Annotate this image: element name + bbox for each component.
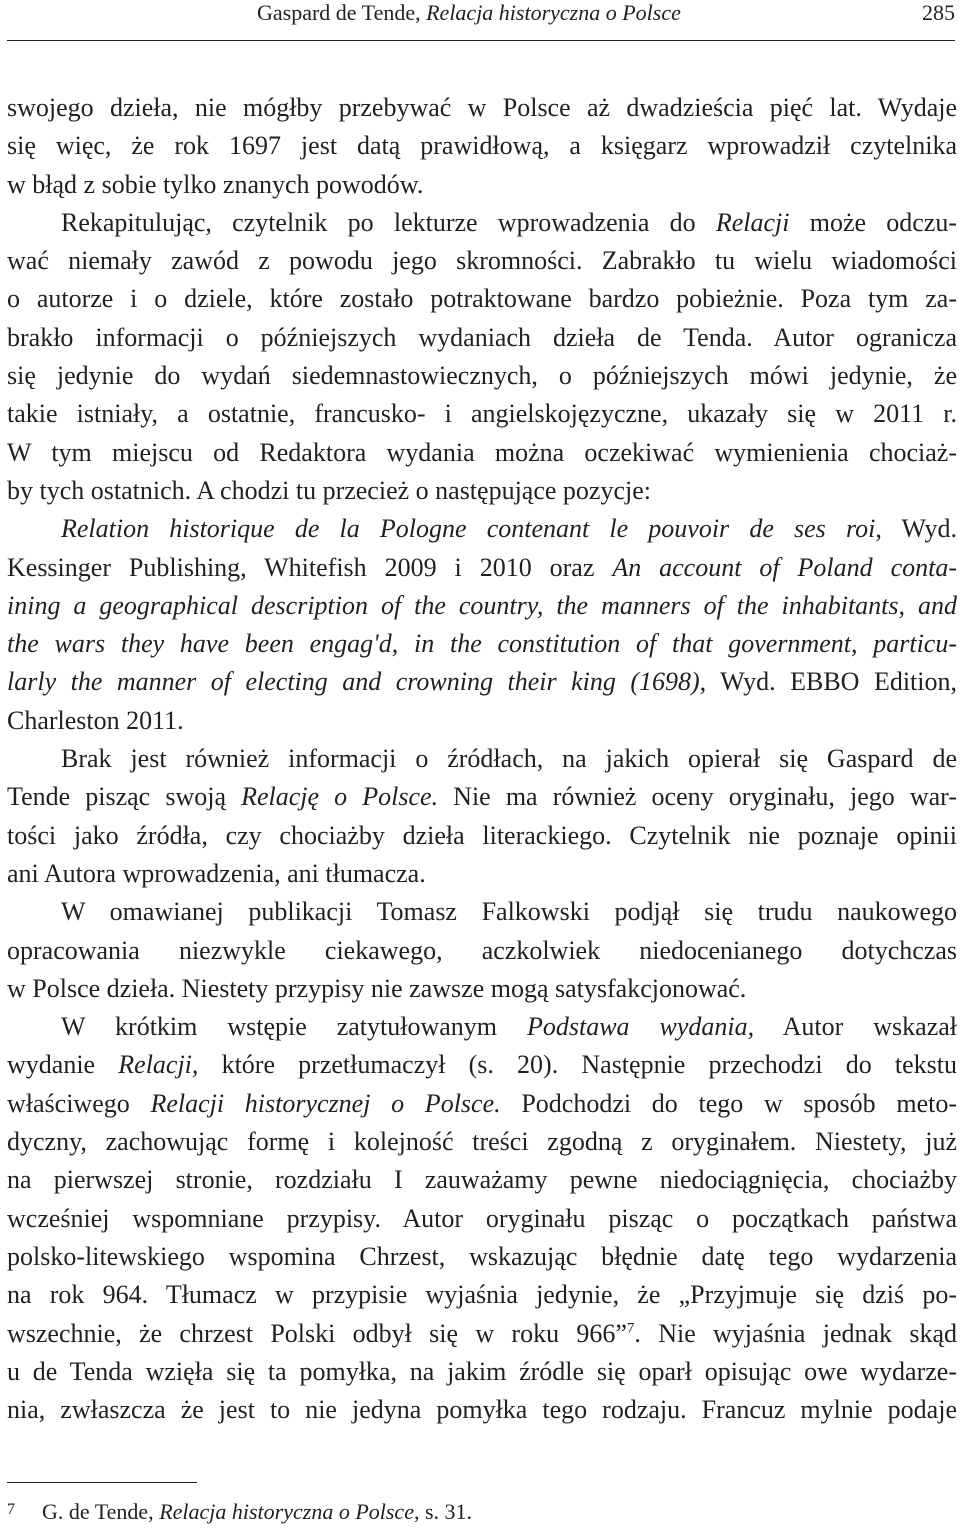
header-author: Gaspard de Tende, xyxy=(257,0,427,25)
text-line xyxy=(7,1161,957,1199)
text-line xyxy=(7,510,957,548)
text-span: może odczu- xyxy=(789,207,957,237)
text-span: na rok 964. Tłumacz w przypisie wyjaśnia jedynie, że „Przyjmuje się dziś po- xyxy=(7,1280,957,1310)
text-span: W omawianej publikacji Tomasz Falkowski podjął się trudu naukowego xyxy=(61,897,957,927)
text-span: Autor wskazał xyxy=(754,1012,957,1042)
text-line xyxy=(7,1123,957,1161)
text-span: na pierwszej stronie, rozdziału I zauważamy pewne niedociągnięcia, chociażby xyxy=(7,1165,957,1195)
text-span: by tych ostatnich. A chodzi tu przecież o następujące pozycje: xyxy=(7,475,651,505)
text-span: się więc, że rok 1697 jest datą prawidłową, a księgarz wprowadził czytelnika xyxy=(7,131,957,161)
text-span: nia, zwłaszcza że jest to nie jedyna pomyłka tego rodzaju. Francuz mylnie podaje xyxy=(7,1395,957,1425)
text-span: Tende pisząc swoją xyxy=(7,782,242,812)
text-span: ani Autora wprowadzenia, ani tłumacza. xyxy=(7,858,426,888)
text-line xyxy=(7,1238,957,1276)
italic-text: the wars they have been engag'd, in the constitution of that government, particu- xyxy=(7,629,957,659)
text-span: w błąd z sobie tylko znanych powodów. xyxy=(7,169,424,199)
text-span: o autorze i o dziele, które zostało potraktowane bardzo pobieżnie. Poza tym za- xyxy=(7,284,957,314)
text-span: się jedynie do wydań siedemnastowiecznych, o późniejszych mówi jedynie, że xyxy=(7,361,957,391)
text-line xyxy=(7,970,957,1008)
body-text xyxy=(7,89,957,1429)
text-line xyxy=(7,702,957,740)
text-line xyxy=(7,1276,957,1314)
text-line xyxy=(7,817,957,855)
text-span: które przetłumaczył (s. 20). Następnie przechodzi do tekstu xyxy=(198,1050,957,1080)
text-span: W tym miejscu od Redaktora wydania można oczekiwać wymienienia chociaż- xyxy=(7,437,957,467)
text-line xyxy=(7,280,957,318)
text-span: dyczny, zachowując formę i kolejność treści zgodną z oryginałem. Niestety, już xyxy=(7,1127,957,1157)
text-span: swojego dzieła, nie mógłby przebywać w Polsce aż dwadzieścia pięć lat. Wydaje xyxy=(7,93,957,122)
italic-text: Relacji, xyxy=(118,1050,199,1080)
text-span: wcześniej wspomniane przypisy. Autor oryginału pisząc o początkach państwa xyxy=(7,1203,957,1233)
text-line xyxy=(7,89,957,127)
text-line xyxy=(7,549,957,587)
text-line xyxy=(7,357,957,395)
italic-text: Relacji xyxy=(715,207,790,237)
text-line xyxy=(7,1353,957,1391)
footnote-text-italic: Relacja historyczna o Polsce xyxy=(159,1499,414,1524)
italic-text: Relation historique de la Pologne contenant le pouvoir de ses roi xyxy=(61,514,876,544)
italic-text: ining a geographical description of the country, the manners of the inhabitants, and xyxy=(7,590,957,620)
text-span: opracowania niezwykle ciekawego, aczkolwiek niedocenianego dotychczas xyxy=(7,935,957,965)
italic-text: Relację o Polsce. xyxy=(241,782,439,812)
text-line xyxy=(7,932,957,970)
text-line xyxy=(7,395,957,433)
footnote-text-after: , s. 31. xyxy=(413,1499,473,1524)
text-span: . Nie wyjaśnia jednak skąd xyxy=(634,1318,957,1348)
text-line xyxy=(7,587,957,625)
text-span: polsko-litewskiego wspomina Chrzest, wskazując błędnie datę tego wydarzenia xyxy=(7,1241,957,1271)
page-number: 285 xyxy=(922,0,955,25)
text-span: , Wyd. EBBO Edition, xyxy=(699,667,957,697)
italic-text: Relacji historycznej o Polsce. xyxy=(150,1088,501,1118)
text-span: u de Tenda wzięła się ta pomyłka, na jakim źródle się oparł opisując owe wydarze- xyxy=(7,1356,957,1386)
text-line xyxy=(7,204,957,242)
italic-text: Podstawa wydania, xyxy=(526,1012,755,1042)
footnote-text-before: G. de Tende, xyxy=(42,1499,160,1524)
text-line xyxy=(7,472,957,510)
text-line xyxy=(7,1200,957,1238)
italic-text: larly the manner of electing and crowning their king (1698) xyxy=(7,667,700,697)
running-header xyxy=(7,0,955,41)
text-span: brakło informacji o późniejszych wydaniach dzieła de Tenda. Autor ogranicza xyxy=(7,322,957,352)
text-line xyxy=(7,434,957,472)
text-span: takie istniały, a ostatnie, francusko- i angielskojęzyczne, ukazały się w 2011 r. xyxy=(7,399,957,429)
text-span: wydanie xyxy=(7,1050,119,1080)
text-line xyxy=(7,893,957,931)
text-span: wszechnie, że chrzest Polski odbył się w roku 966” xyxy=(7,1318,627,1348)
text-line xyxy=(7,127,957,165)
footnote-number: 7 xyxy=(7,1501,15,1518)
text-span: Podchodzi do tego w sposób meto- xyxy=(500,1088,957,1118)
text-line xyxy=(7,319,957,357)
text-span: tości jako źródła, czy chociażby dzieła literackiego. Czytelnik nie poznaje opinii xyxy=(7,820,957,850)
text-line xyxy=(7,855,957,893)
text-line xyxy=(7,166,957,204)
text-line xyxy=(7,625,957,663)
text-line xyxy=(7,1315,957,1353)
footnote-ref: 7 xyxy=(626,1319,635,1336)
text-span: Nie ma również oceny oryginału, jego war- xyxy=(438,782,957,812)
text-span: Rekapitulując, czytelnik po lekturze wprowadzenia do xyxy=(61,207,716,237)
text-span: W krótkim wstępie zatytułowanym xyxy=(61,1012,527,1042)
text-line xyxy=(7,1085,957,1123)
text-span: wać niemały zawód z powodu jego skromności. Zabrakło tu wielu wiadomości xyxy=(7,246,957,276)
text-line xyxy=(7,1008,957,1046)
text-span: Kessinger Publishing, Whitefish 2009 i 2010 oraz xyxy=(7,552,613,582)
text-line xyxy=(7,242,957,280)
italic-text: An account of Poland conta- xyxy=(612,552,957,582)
header-title: Relacja historyczna o Polsce xyxy=(426,0,681,25)
text-line xyxy=(7,663,957,701)
text-span: Brak jest również informacji o źródłach, na jakich opierał się Gaspard de xyxy=(61,744,957,774)
text-span: Charleston 2011. xyxy=(7,705,184,735)
text-span: w Polsce dzieła. Niestety przypisy nie zawsze mogą satysfakcjonować. xyxy=(7,973,747,1003)
footnote-rule xyxy=(7,1482,197,1483)
text-span: właściwego xyxy=(7,1088,151,1118)
text-line xyxy=(7,1046,957,1084)
text-span: , Wyd. xyxy=(875,514,957,544)
text-line xyxy=(7,740,957,778)
text-line xyxy=(7,778,957,816)
footnote xyxy=(7,1497,472,1525)
running-title xyxy=(257,0,681,26)
text-line xyxy=(7,1391,957,1429)
